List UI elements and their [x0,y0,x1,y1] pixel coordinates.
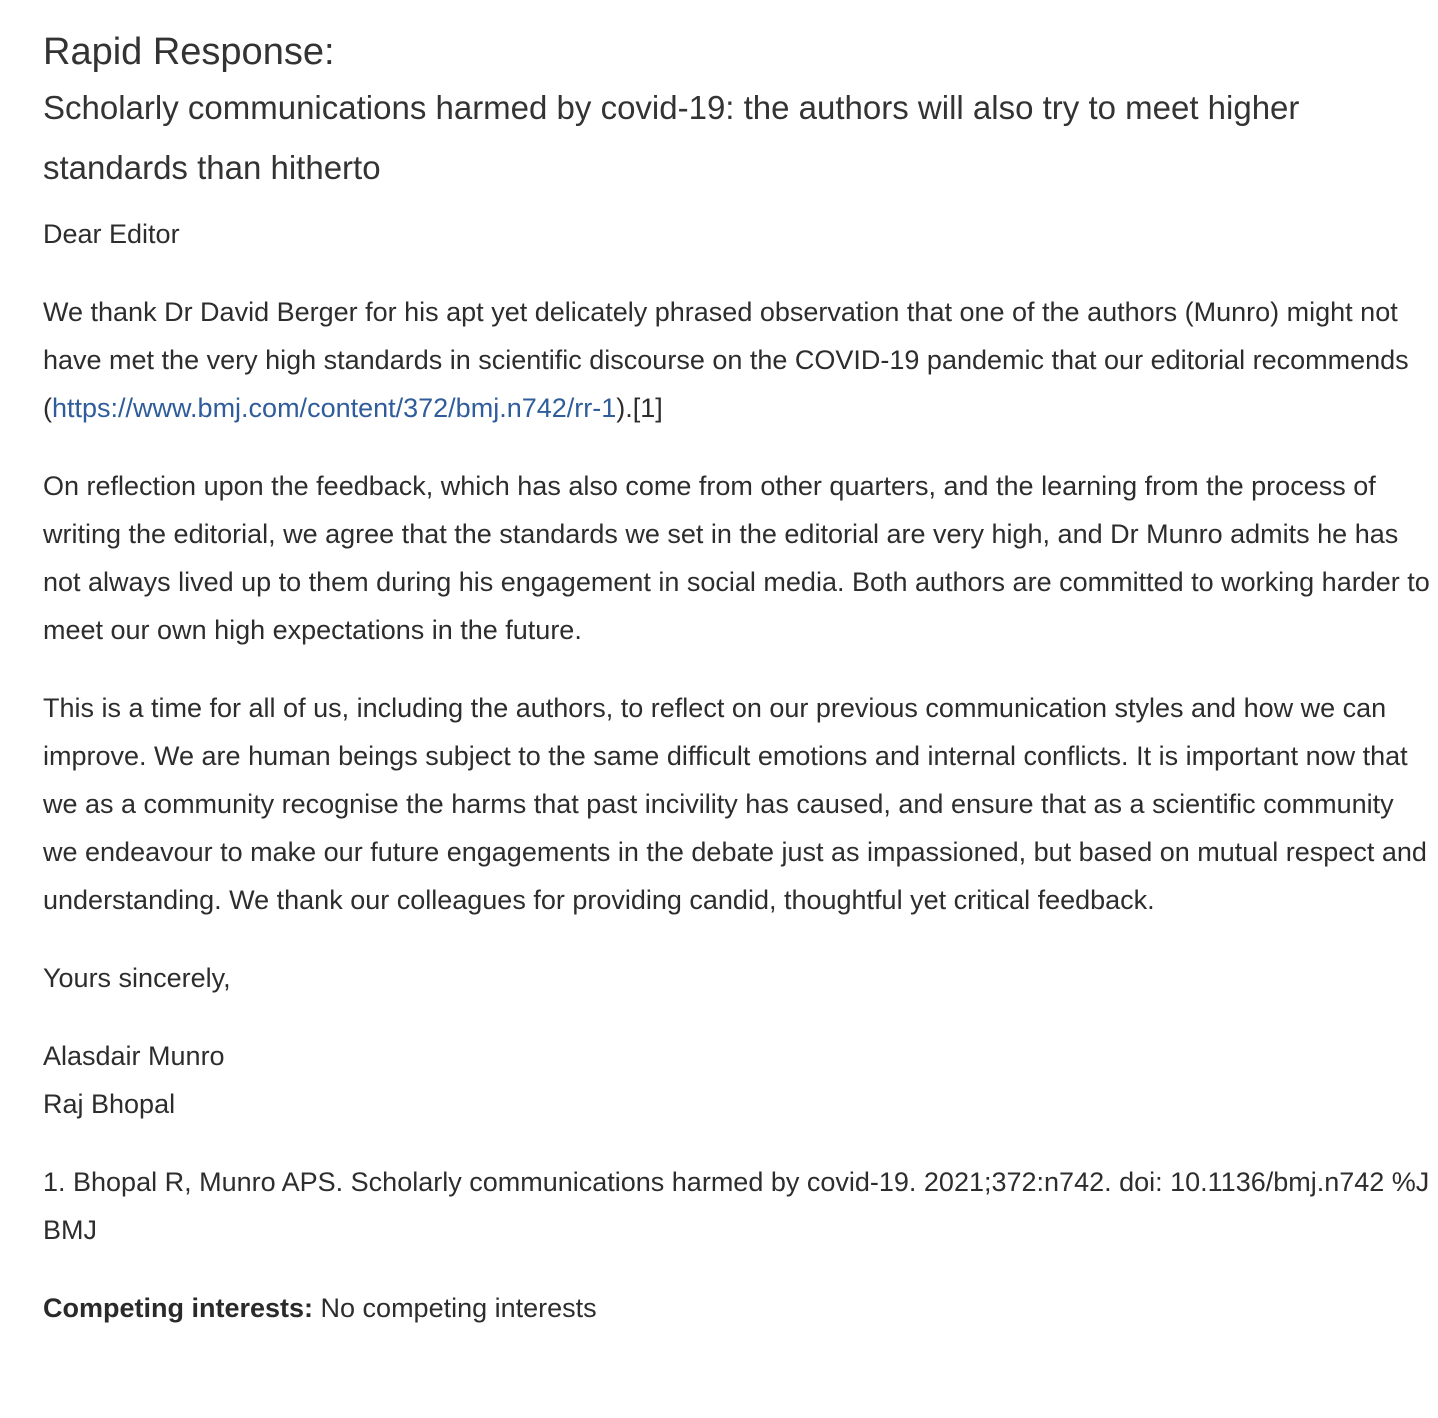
paragraph-thanks [43,288,1435,432]
rapid-response-label: Rapid Response: [43,31,335,73]
paragraph-community: This is a time for all of us, including the authors, to reflect on our previous communication styles and how we can improve. We are human beings subject to the same difficult emotions and internal conflicts. It is important now that we as a community recognise the harms that past incivility has caused, and ensure that as a scientific community we endeavour to make our future engagements in the debate just as impassioned, but based on mutual respect and understanding. We thank our colleagues for providing candid, thoughtful yet critical feedback. [43,693,1427,915]
previous-response-link[interactable]: https://www.bmj.com/content/372/bmj.n742/rr-1 [52,393,617,423]
response-title: Scholarly communications harmed by covid-19: the authors will also try to meet higher standards than hitherto [43,89,1300,186]
author-name: Raj Bhopal [43,1089,176,1119]
paragraph-thanks-text: We thank Dr David Berger for his apt yet delicately phrased observation that one of the authors (Munro) might not have met the very high standards in scientific discourse on the COVID-19 pandemic that our editorial recommends ( [43,297,1409,423]
paragraph-reflection: On reflection upon the feedback, which has also come from other quarters, and the learning from the process of writing the editorial, we agree that the standards we set in the editorial are very high, and Dr Munro admits he has not always lived up to them during his engagement in social media. Both authors are committed to working harder to meet our own high expectations in the future. [43,471,1430,645]
paragraph-thanks-citation: ).[1] [616,393,663,423]
competing-interests-value: No competing interests [313,1293,597,1323]
reference-entry: 1. Bhopal R, Munro APS. Scholarly communications harmed by covid-19. 2021;372:n742. doi: 10.1136/bmj.n742 %J BMJ [43,1167,1430,1245]
signoff: Yours sincerely, [43,963,231,993]
author-name: Alasdair Munro [43,1041,225,1071]
author-signatures [43,1032,1435,1128]
salutation: Dear Editor [43,219,180,249]
competing-interests-label: Competing interests: [43,1293,314,1323]
competing-interests [43,1284,1435,1332]
